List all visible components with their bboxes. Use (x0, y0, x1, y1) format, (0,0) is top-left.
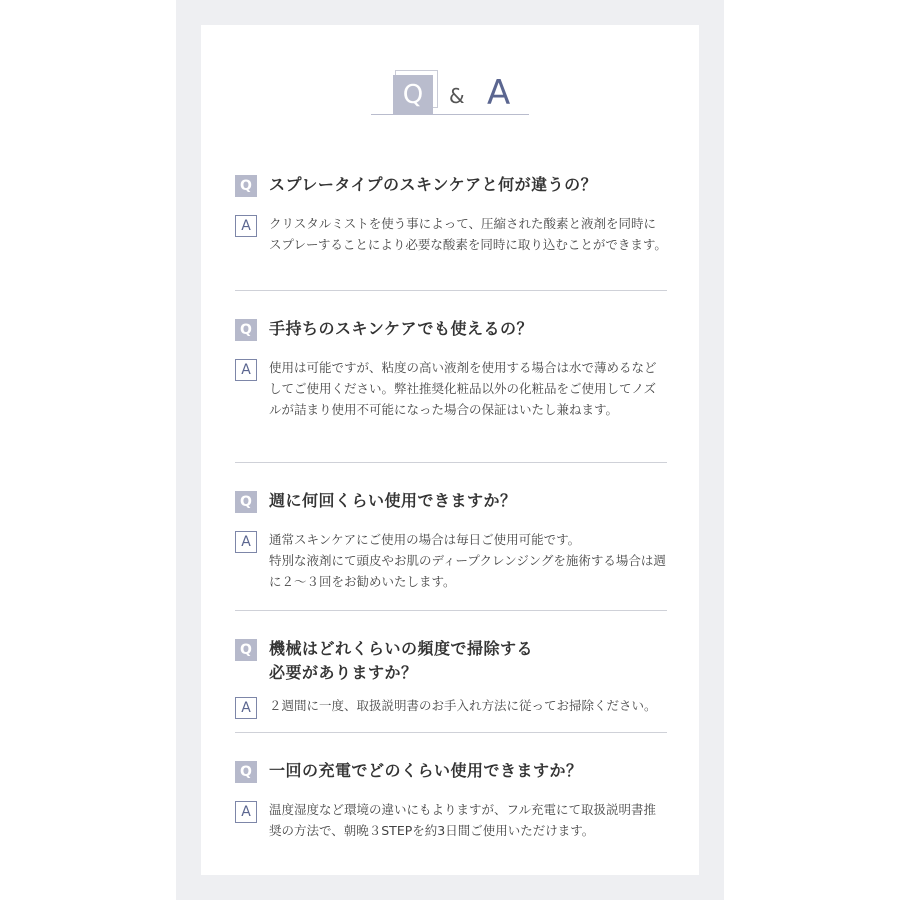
question-icon: Q (235, 319, 257, 341)
logo-a: A (487, 73, 511, 113)
answer-text: 使用は可能ですが、粘度の高い液剤を使用する場合は水で薄めるなどしてご使用ください。弊社推奨化粧品以外の化粧品をご使用してノズルが詰まり使用不可能になった場合の保証はいたし兼ねます。 (269, 360, 657, 417)
answer-text: 通常スキンケアにご使用の場合は毎日ご使用可能です。 特別な液剤にて頭皮やお肌のディープクレンジングを施術する場合は週に２〜３回をお勧めいたします。 (269, 532, 666, 589)
answer-icon: A (235, 531, 257, 553)
answer-row (235, 695, 667, 716)
answer-row (235, 357, 667, 420)
logo-q: Q (393, 75, 433, 115)
question-text: スプレータイプのスキンケアと何が違うの？ (269, 175, 598, 194)
answer-icon: A (235, 697, 257, 719)
answer-icon: A (235, 215, 257, 237)
divider (235, 732, 667, 733)
divider (235, 462, 667, 463)
answer-row (235, 529, 667, 592)
qa-item-4 (235, 637, 667, 716)
qa-card (201, 25, 699, 875)
divider (235, 290, 667, 291)
logo-ampersand: & (449, 84, 465, 108)
question-text: 機械はどれくらいの頻度で掃除する 必要がありますか？ (269, 639, 534, 682)
answer-text: クリスタルミストを使う事によって、圧縮された酸素と液剤を同時にスプレーすることにより必要な酸素を同時に取り込むことができます。 (269, 216, 667, 252)
question-icon: Q (235, 761, 257, 783)
question-row (235, 637, 667, 685)
logo-underline (371, 114, 529, 115)
answer-text: 温度湿度など環境の違いにもよりますが、フル充電にて取扱説明書推奨の方法で、朝晩３STEPを約3日間ご使用いただけます。 (269, 802, 657, 838)
question-icon: Q (235, 175, 257, 197)
answer-row (235, 213, 667, 255)
question-text: 一回の充電でどのくらい使用できますか？ (269, 761, 583, 780)
answer-text: ２週間に一度、取扱説明書のお手入れ方法に従ってお掃除ください。 (269, 698, 657, 713)
qa-item-1 (235, 173, 667, 255)
qa-item-2 (235, 317, 667, 420)
question-row (235, 759, 667, 783)
answer-icon: A (235, 359, 257, 381)
qa-item-5 (235, 759, 667, 841)
qa-logo (369, 70, 539, 120)
question-row (235, 173, 667, 197)
question-text: 手持ちのスキンケアでも使えるの？ (269, 319, 534, 338)
question-row (235, 489, 667, 513)
question-icon: Q (235, 639, 257, 661)
question-row (235, 317, 667, 341)
question-text: 週に何回くらい使用できますか？ (269, 491, 517, 510)
question-icon: Q (235, 491, 257, 513)
answer-row (235, 799, 667, 841)
answer-icon: A (235, 801, 257, 823)
divider (235, 610, 667, 611)
qa-item-3 (235, 489, 667, 592)
